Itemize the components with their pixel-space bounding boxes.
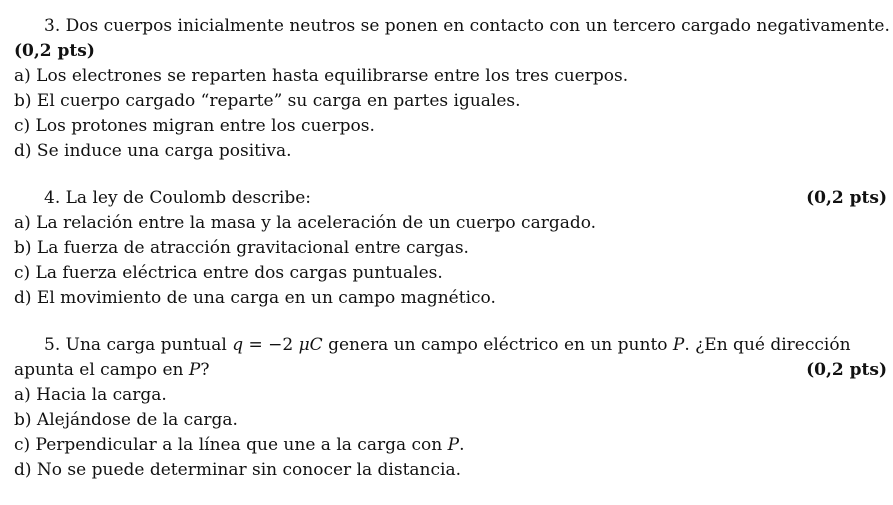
question-5-number: 5. <box>44 335 61 355</box>
question-4-number: 4. <box>44 188 61 208</box>
micro-symbol: μ <box>298 335 310 355</box>
question-4-option-c: c) La fuerza eléctrica entre dos cargas puntuales. <box>14 263 443 283</box>
question-4-stem-row <box>14 186 887 211</box>
question-3-option-c: c) Los protones migran entre los cuerpos. <box>14 116 375 136</box>
question-5-points: (0,2 pts) <box>806 360 887 380</box>
question-3-number: 3. <box>44 16 61 36</box>
question-5-text-part1: Una carga puntual <box>65 335 227 355</box>
question-4-option-a: a) La relación entre la masa y la aceleración de un cuerpo cargado. <box>14 213 597 233</box>
question-5-option-a: a) Hacia la carga. <box>14 385 167 405</box>
question-3-option-a: a) Los electrones se reparten hasta equilibrarse entre los tres cuerpos. <box>14 66 629 86</box>
point-p-symbol: P <box>672 335 685 355</box>
question-5-stem-line1 <box>14 333 887 358</box>
question-5-option-c-end: . <box>459 435 465 455</box>
question-3-text: Dos cuerpos inicialmente neutros se ponen en contacto con un tercero cargado negativamente. <box>65 16 890 36</box>
exam-page <box>14 14 890 505</box>
question-5-stem-line2 <box>14 358 209 383</box>
question-5-text-part2: genera un campo eléctrico en un punto <box>328 335 668 355</box>
question-5-line2-end: ? <box>200 360 210 380</box>
question-5-stem-line2-row <box>14 358 887 383</box>
question-4 <box>14 186 887 311</box>
question-3-option-d: d) Se induce una carga positiva. <box>14 141 292 161</box>
question-5-option-d: d) No se puede determinar sin conocer la distancia. <box>14 460 461 480</box>
question-4-text: La ley de Coulomb describe: <box>65 188 312 208</box>
question-5-option-c-text: c) Perpendicular a la línea que une a la carga con <box>14 435 443 455</box>
point-p-symbol-3: P <box>447 435 460 455</box>
question-4-points: (0,2 pts) <box>806 188 887 208</box>
question-3-option-b: b) El cuerpo cargado “reparte” su carga en partes iguales. <box>14 91 521 111</box>
question-5-line2-text: apunta el campo en <box>14 360 184 380</box>
question-5-text-part3: . ¿En qué dirección <box>684 335 851 355</box>
question-3-stem <box>14 14 890 39</box>
question-4-stem <box>14 186 311 211</box>
charge-q-symbol: q <box>232 335 244 355</box>
question-4-option-b: b) La fuerza de atracción gravitacional entre cargas. <box>14 238 469 258</box>
question-4-option-d: d) El movimiento de una carga en un campo magnético. <box>14 288 496 308</box>
question-3-points: (0,2 pts) <box>14 41 95 61</box>
question-5-option-b: b) Alejándose de la carga. <box>14 410 238 430</box>
point-p-symbol-2: P <box>188 360 201 380</box>
coulomb-unit-symbol: C <box>309 335 323 355</box>
charge-equals-value: = −2 <box>243 335 299 355</box>
question-5 <box>14 333 887 483</box>
question-5-option-c <box>14 433 887 458</box>
question-3 <box>14 14 890 164</box>
